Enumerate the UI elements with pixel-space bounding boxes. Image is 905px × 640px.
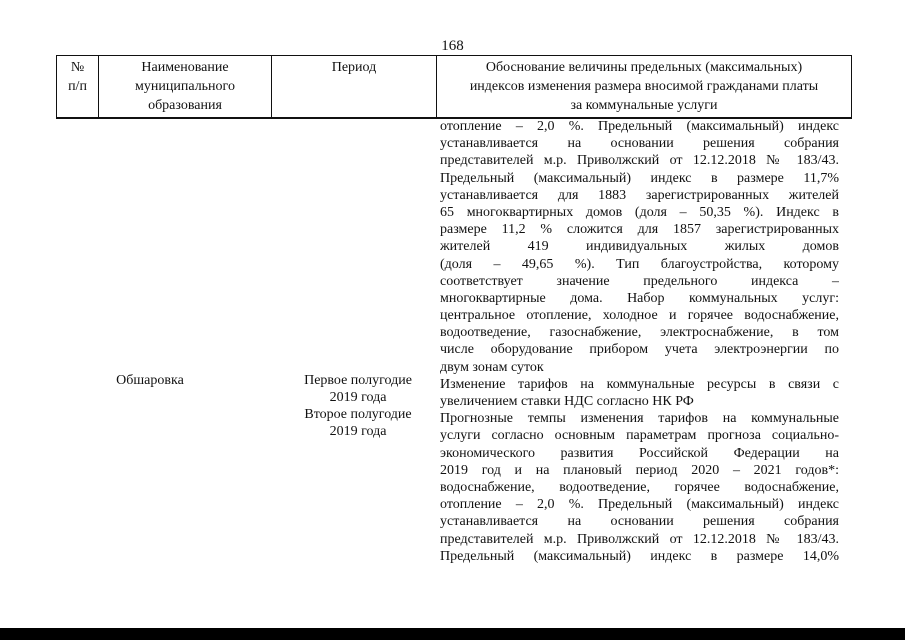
scan-bottom-edge bbox=[0, 628, 905, 640]
text-line: двум зонам суток bbox=[440, 359, 544, 375]
text-line: представителей м.р. Приволжский от 12.12.2018 № 183/43. bbox=[440, 531, 839, 547]
text-line: экономического развития Российской Федерации на bbox=[440, 445, 839, 461]
text-line: водоснабжение, водоотведение, горячее водоснабжение, bbox=[440, 479, 839, 495]
text-line: 2019 год и на плановый период 2020 – 2021 годов*: bbox=[440, 462, 839, 478]
page-number: 168 bbox=[441, 38, 464, 54]
table-top-border bbox=[56, 55, 852, 56]
text-line: водоотведение, газоснабжение, электроснабжение, в том bbox=[440, 325, 839, 341]
table-right-border bbox=[851, 55, 852, 118]
text-line: числе оборудование прибором учета электроэнергии по bbox=[440, 342, 839, 358]
text-line: размере 11,2 % сложится для 1857 зарегистрированных bbox=[440, 222, 839, 238]
header-period: Период bbox=[331, 60, 377, 75]
text-line: 65 многоквартирных домов (доля – 50,35 %). Индекс в bbox=[440, 204, 839, 220]
text-line: Изменение тарифов на коммунальные ресурсы в связи с bbox=[440, 376, 839, 392]
justification-text bbox=[440, 118, 839, 565]
text-line: отопление – 2,0 %. Предельный (максимальный) индекс bbox=[440, 497, 839, 513]
municipality-name: Обшаровка bbox=[116, 373, 184, 388]
text-line: увеличением ставки НДС согласно НК РФ bbox=[440, 394, 694, 409]
period-second-half: Второе полугодие 2019 года bbox=[304, 407, 412, 440]
header-justification: Обоснование величины предельных (максимальных) индексов изменения размера вносимой гражданами платы за коммунальные услуги bbox=[469, 60, 819, 113]
text-line: центральное отопление, холодное и горячее водоснабжение, bbox=[440, 308, 839, 324]
text-line: услуги согласно основным параметрам прогноза социально- bbox=[440, 428, 839, 444]
text-line: многоквартирные дома. Набор коммунальных услуг: bbox=[440, 290, 839, 306]
text-line: устанавливается для 1883 зарегистрированных жителей bbox=[440, 187, 839, 203]
text-line: (доля – 49,65 %). Тип благоустройства, которому bbox=[440, 256, 839, 272]
text-line: Предельный (максимальный) индекс в размере 11,7% bbox=[440, 170, 839, 186]
text-line: представителей м.р. Приволжский от 12.12.2018 № 183/43. bbox=[440, 153, 839, 169]
text-line: соответствует значение предельного индекса – bbox=[440, 273, 839, 289]
text-line: Предельный (максимальный) индекс в размере 14,0% bbox=[440, 548, 839, 564]
header-municipality: Наименование муниципального образования bbox=[135, 60, 235, 113]
text-line: отопление – 2,0 %. Предельный (максимальный) индекс bbox=[440, 119, 839, 134]
text-line: Прогнозные темпы изменения тарифов на коммунальные bbox=[440, 411, 839, 427]
text-line: устанавливается на основании решения собрания bbox=[440, 514, 839, 530]
header-number: № п/п bbox=[68, 60, 87, 94]
text-line: устанавливается на основании решения собрания bbox=[440, 136, 839, 152]
period-first-half: Первое полугодие 2019 года bbox=[304, 373, 412, 406]
text-line: жителей 419 индивидуальных жилых домов bbox=[440, 239, 839, 255]
